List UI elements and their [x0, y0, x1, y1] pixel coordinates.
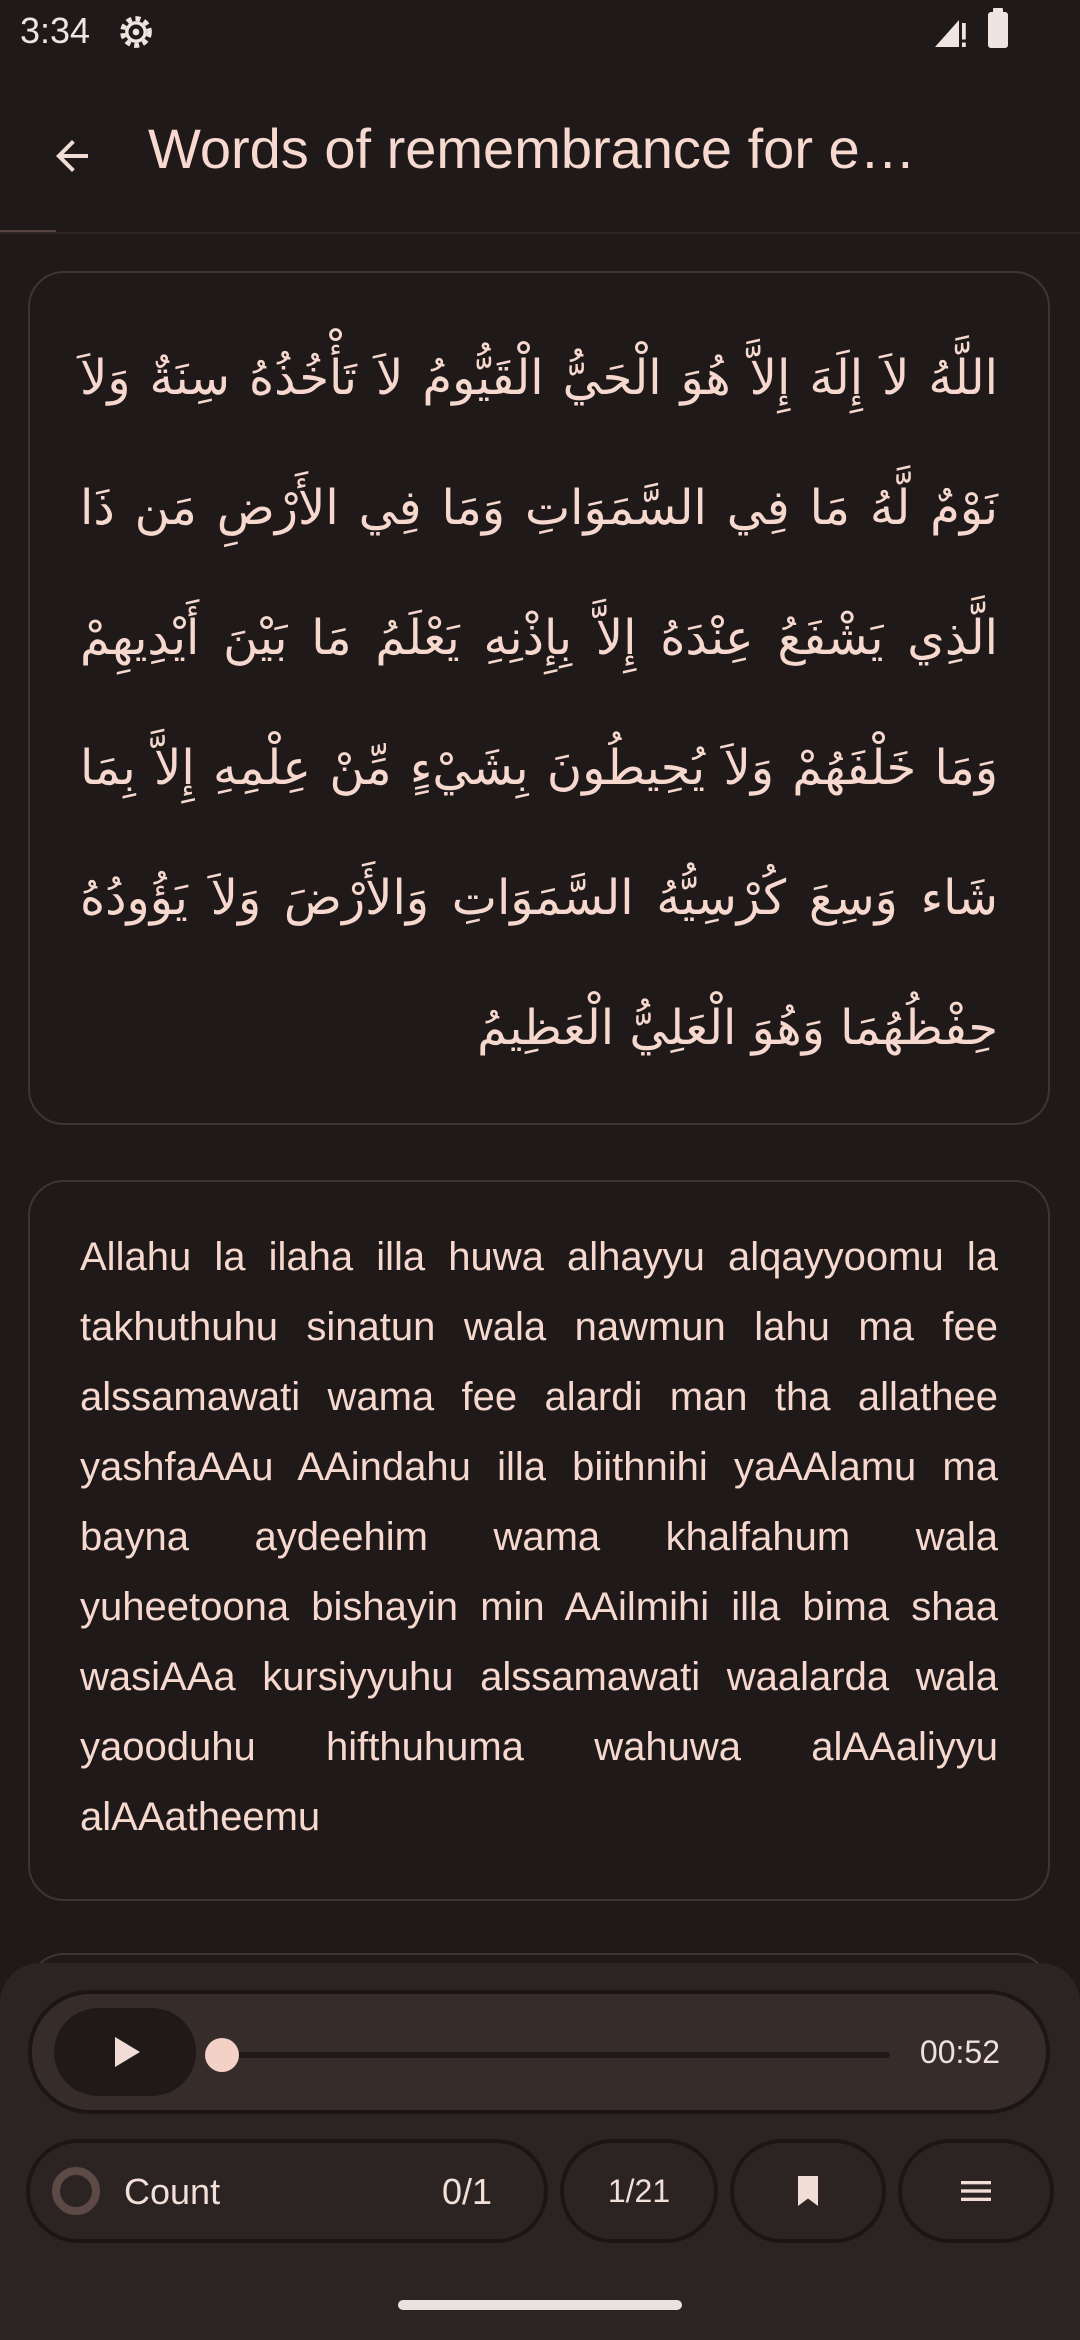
- menu-icon: [956, 2171, 996, 2211]
- count-value: 0/1: [441, 2171, 492, 2212]
- bookmark-icon: [788, 2171, 828, 2211]
- play-icon: [105, 2032, 145, 2072]
- divider: [0, 232, 1080, 234]
- menu-button[interactable]: [898, 2139, 1054, 2243]
- app-bar: [0, 64, 1080, 232]
- play-button[interactable]: [54, 2008, 196, 2096]
- duration-label: 00:52: [919, 2034, 1000, 2070]
- count-label: Count: [124, 2171, 221, 2212]
- arabic-text: اللَّهُ لاَ إِلَهَ إِلاَّ هُوَ الْحَيُّ الْقَيُّومُ لاَ تَأْخُذُهُ سِنَةٌ وَلاَ نَوْمٌ لَّهُ مَا فِي السَّمَوَاتِ وَمَا فِي الأَرْضِ مَن ذَا الَّذِي يَشْفَعُ عِنْدَهُ إِلاَّ بِإِذْنِهِ يَعْلَمُ مَا بَيْنَ أَيْدِيهِمْ وَمَا خَلْفَهُمْ وَلاَ يُحِيطُونَ بِشَيْءٍ مِّنْ عِلْمِهِ إِلاَّ بِمَا شَاء وَسِعَ كُرْسِيُّهُ السَّمَوَاتِ وَالأَرْضَ وَلاَ يَؤُودُهُ حِفْظُهُمَا وَهُوَ الْعَلِيُّ الْعَظِيمُ: [80, 350, 998, 1056]
- page-indicator: 1/21: [607, 2172, 671, 2209]
- count-progress-ring-icon: [52, 2167, 100, 2215]
- arrow-left-icon: [48, 132, 96, 180]
- transliteration-text: Allahu la ilaha illa huwa alhayyu alqayyoomu la takhuthuhu sinatun wala nawmun lahu ma fee alssamawati wama fee alardi man tha allathee yashfaAAu AAindahu illa biithnihi yaAAlamu ma bayna aydeehim wama khalfahum wala yuheetoona bishayin min AAilmihi illa bima shaa wasiAAa kursiyyuhu alssamawati waalarda wala yaooduhu hifthuhuma wahuwa alAAaliyyu alAAatheemu: [80, 1235, 998, 1839]
- arabic-text-card: [28, 271, 1050, 1125]
- bottom-panel: [0, 1963, 1080, 2340]
- status-bar: [0, 0, 1080, 64]
- back-button[interactable]: [30, 114, 114, 198]
- count-button[interactable]: [26, 2139, 548, 2243]
- bookmark-button[interactable]: [730, 2139, 886, 2243]
- slider-thumb[interactable]: [205, 2038, 239, 2072]
- progress-slider[interactable]: [222, 2052, 890, 2058]
- settings-gear-icon: [116, 12, 156, 52]
- page-indicator-button[interactable]: [560, 2139, 718, 2243]
- status-time: 3:34: [20, 10, 91, 51]
- page-title: Words of remembrance for e…: [148, 117, 916, 180]
- controls-bar: [0, 2139, 1080, 2249]
- signal-icon: [930, 14, 970, 50]
- home-indicator[interactable]: [398, 2300, 682, 2310]
- battery-icon: [988, 12, 1008, 48]
- transliteration-card: [28, 1180, 1050, 1901]
- audio-player: [28, 1990, 1050, 2114]
